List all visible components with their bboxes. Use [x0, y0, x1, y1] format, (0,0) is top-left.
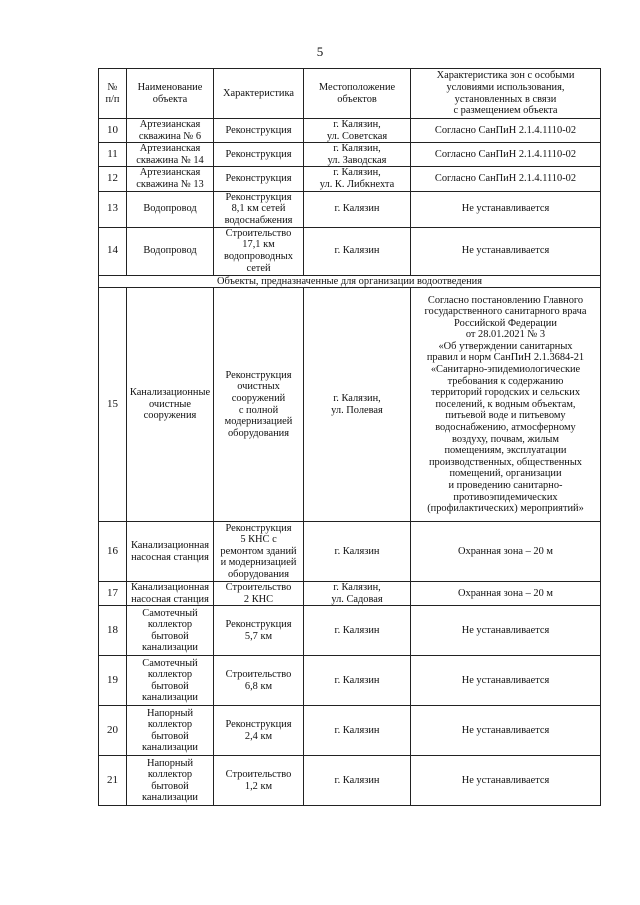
object-location: г. Калязин	[304, 756, 411, 806]
table-row	[99, 656, 601, 706]
section-title: Объекты, предназначенные для организации водоотведения	[99, 275, 601, 288]
header-num: № п/п	[99, 69, 127, 119]
object-characteristic: Реконструкция 8,1 км сетей водоснабжения	[214, 191, 304, 227]
object-location: г. Калязин, ул. Полевая	[304, 288, 411, 522]
section-row	[99, 275, 601, 288]
header-location: Местоположение объектов	[304, 69, 411, 119]
row-number: 15	[99, 288, 127, 522]
object-characteristic: Реконструкция	[214, 167, 304, 191]
object-location: г. Калязин, ул. Садовая	[304, 582, 411, 606]
object-name: Канализационная насосная станция	[127, 522, 214, 582]
zone-characteristic: Согласно постановлению Главного государственного санитарного врача Российской Федерации от 28.01.2021 № 3 «Об утверждении санитарных правил и норм СанПиН 2.1.3684-21 «Санитарно-эпидемиологические требования к содержанию территорий городских и сельских поселений, к водным объектам, питьевой воде и питьевому водоснабжению, атмосферному воздуху, почвам, жилым помещениям, эксплуатации производственных, общественных помещений, организации и проведению санитарно- противоэпидемических (профилактических) мероприятий»	[411, 288, 601, 522]
object-characteristic: Реконструкция 5,7 км	[214, 606, 304, 656]
table-row	[99, 606, 601, 656]
object-location: г. Калязин	[304, 656, 411, 706]
object-characteristic: Строительство 2 КНС	[214, 582, 304, 606]
zone-characteristic: Не устанавливается	[411, 191, 601, 227]
object-location: г. Калязин, ул. Советская	[304, 119, 411, 143]
object-location: г. Калязин	[304, 606, 411, 656]
object-characteristic: Реконструкция 5 КНС с ремонтом зданий и модернизацией оборудования	[214, 522, 304, 582]
row-number: 17	[99, 582, 127, 606]
object-characteristic: Строительство 6,8 км	[214, 656, 304, 706]
object-name: Артезианская скважина № 13	[127, 167, 214, 191]
object-characteristic: Реконструкция	[214, 119, 304, 143]
zone-characteristic: Не устанавливается	[411, 606, 601, 656]
object-name: Напорный коллектор бытовой канализации	[127, 756, 214, 806]
zone-characteristic: Охранная зона – 20 м	[411, 582, 601, 606]
row-number: 16	[99, 522, 127, 582]
zone-characteristic: Не устанавливается	[411, 656, 601, 706]
header-name: Наименование объекта	[127, 69, 214, 119]
table-row	[99, 167, 601, 191]
zone-characteristic: Не устанавливается	[411, 706, 601, 756]
zone-characteristic: Не устанавливается	[411, 227, 601, 275]
object-location: г. Калязин	[304, 522, 411, 582]
object-name: Водопровод	[127, 191, 214, 227]
object-name: Напорный коллектор бытовой канализации	[127, 706, 214, 756]
object-location: г. Калязин, ул. Заводская	[304, 143, 411, 167]
row-number: 18	[99, 606, 127, 656]
object-characteristic: Реконструкция 2,4 км	[214, 706, 304, 756]
object-name: Артезианская скважина № 6	[127, 119, 214, 143]
row-number: 20	[99, 706, 127, 756]
zone-characteristic: Не устанавливается	[411, 756, 601, 806]
object-location: г. Калязин, ул. К. Либкнехта	[304, 167, 411, 191]
object-name: Канализационная насосная станция	[127, 582, 214, 606]
table-row	[99, 522, 601, 582]
object-location: г. Калязин	[304, 191, 411, 227]
object-name: Водопровод	[127, 227, 214, 275]
table-row	[99, 143, 601, 167]
table-row	[99, 288, 601, 522]
zone-characteristic: Согласно СанПиН 2.1.4.1110-02	[411, 167, 601, 191]
header-zones: Характеристика зон с особыми условиями использования, установленных в связи с размещением объекта	[411, 69, 601, 119]
zone-characteristic: Согласно СанПиН 2.1.4.1110-02	[411, 143, 601, 167]
table-row	[99, 706, 601, 756]
object-characteristic: Реконструкция	[214, 143, 304, 167]
object-name: Канализационные очистные сооружения	[127, 288, 214, 522]
object-name: Самотечный коллектор бытовой канализации	[127, 606, 214, 656]
object-characteristic: Строительство 17,1 км водопроводных сетей	[214, 227, 304, 275]
zone-characteristic: Согласно СанПиН 2.1.4.1110-02	[411, 119, 601, 143]
row-number: 14	[99, 227, 127, 275]
table-row	[99, 227, 601, 275]
object-location: г. Калязин	[304, 706, 411, 756]
table-body	[99, 119, 601, 806]
object-name: Артезианская скважина № 14	[127, 143, 214, 167]
table-row	[99, 756, 601, 806]
row-number: 11	[99, 143, 127, 167]
row-number: 13	[99, 191, 127, 227]
table-row	[99, 582, 601, 606]
page-number: 5	[316, 44, 324, 59]
object-location: г. Калязин	[304, 227, 411, 275]
table-row	[99, 191, 601, 227]
row-number: 19	[99, 656, 127, 706]
row-number: 12	[99, 167, 127, 191]
object-characteristic: Реконструкция очистных сооружений с полной модернизацией оборудования	[214, 288, 304, 522]
object-characteristic: Строительство 1,2 км	[214, 756, 304, 806]
objects-table	[98, 68, 601, 806]
object-name: Самотечный коллектор бытовой канализации	[127, 656, 214, 706]
row-number: 10	[99, 119, 127, 143]
zone-characteristic: Охранная зона – 20 м	[411, 522, 601, 582]
header-row	[99, 69, 601, 119]
header-characteristic: Характеристика	[214, 69, 304, 119]
row-number: 21	[99, 756, 127, 806]
table-row	[99, 119, 601, 143]
